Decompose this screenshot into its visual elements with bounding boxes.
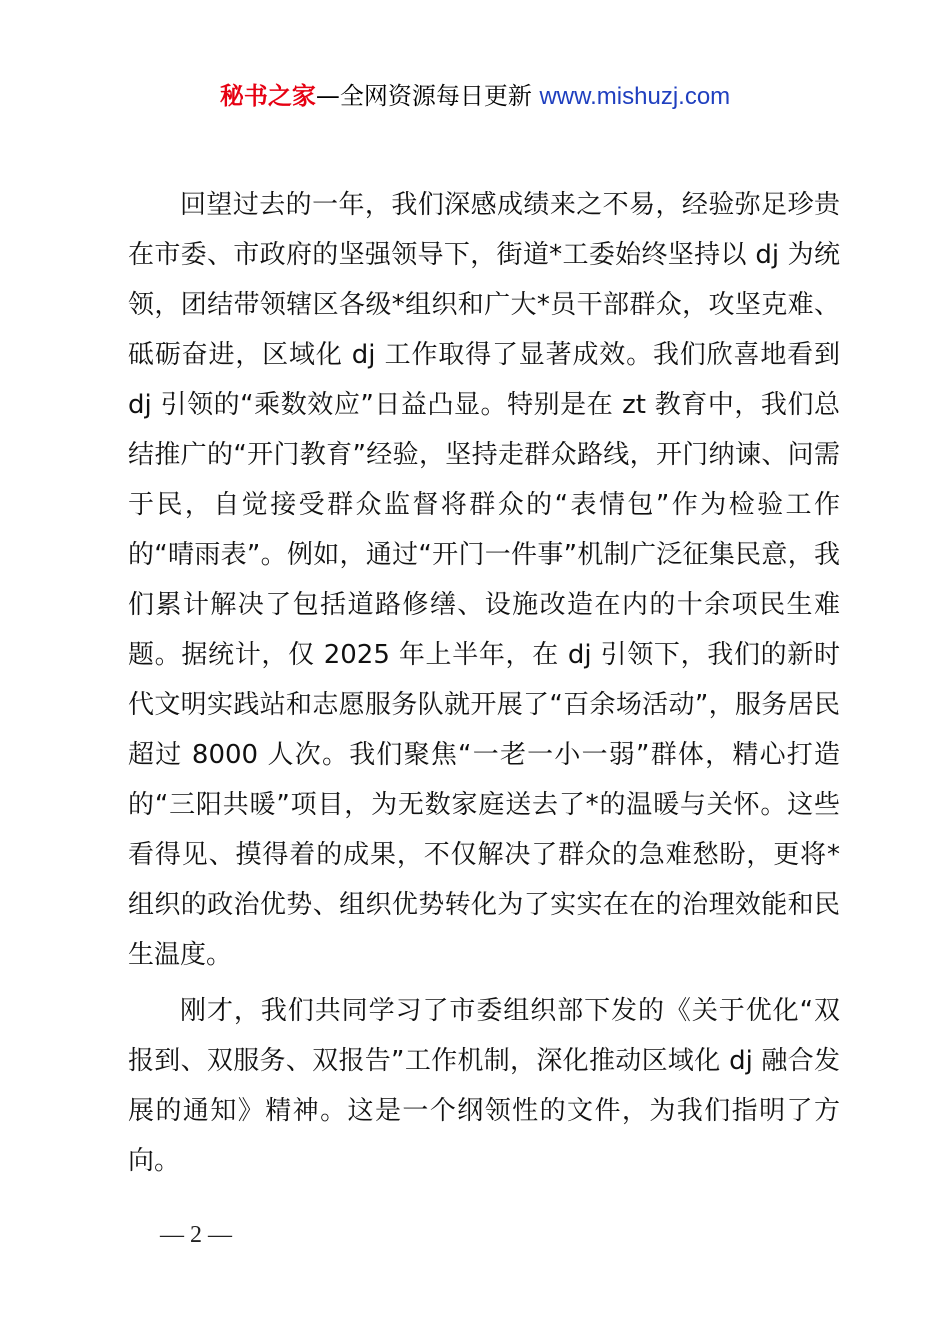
site-brand: 秘书之家 — [219, 82, 316, 110]
site-url-link[interactable]: www.mishuzj.com — [539, 83, 731, 110]
page-number: — 2 — — [160, 1222, 232, 1248]
document-body — [128, 180, 840, 1192]
site-slogan: —全网资源每日更新 — [315, 82, 540, 110]
paragraph-1: 回望过去的一年，我们深感成绩来之不易，经验弥足珍贵在市委、市政府的坚强领导下，街道*工委始终坚持以 dj 为统领，团结带领辖区各级*组织和广大*员干部群众，攻坚克难、砥砺奋进，区域化 dj 工作取得了显著成效。我们欣喜地看到 dj 引领的“乘数效应”日益凸显。特别是在 zt 教育中，我们总结推广的“开门教育”经验，坚持走群众路线，开门纳谏、问需于民，自觉接受群众监督将群众的“表情包”作为检验工作的“晴雨表”。例如，通过“开门一件事”机制广泛征集民意，我们累计解决了包括道路修缮、设施改造在内的十余项民生难题。据统计，仅 2025 年上半年，在 dj 引领下，我们的新时代文明实践站和志愿服务队就开展了“百余场活动”，服务居民超过 8000 人次。我们聚焦“一老一小一弱”群体，精心打造的“三阳共暖”项目，为无数家庭送去了*的温暖与关怀。这些看得见、摸得着的成果，不仅解决了群众的急难愁盼，更将*组织的政治优势、组织优势转化为了实实在在的治理效能和民生温度。 — [128, 190, 840, 970]
paragraph-2: 刚才，我们共同学习了市委组织部下发的《关于优化“双报到、双服务、双报告”工作机制，深化推动区域化 dj 融合发展的通知》精神。这是一个纲领性的文件，为我们指明了方向。 — [128, 996, 840, 1176]
site-header — [0, 80, 950, 113]
